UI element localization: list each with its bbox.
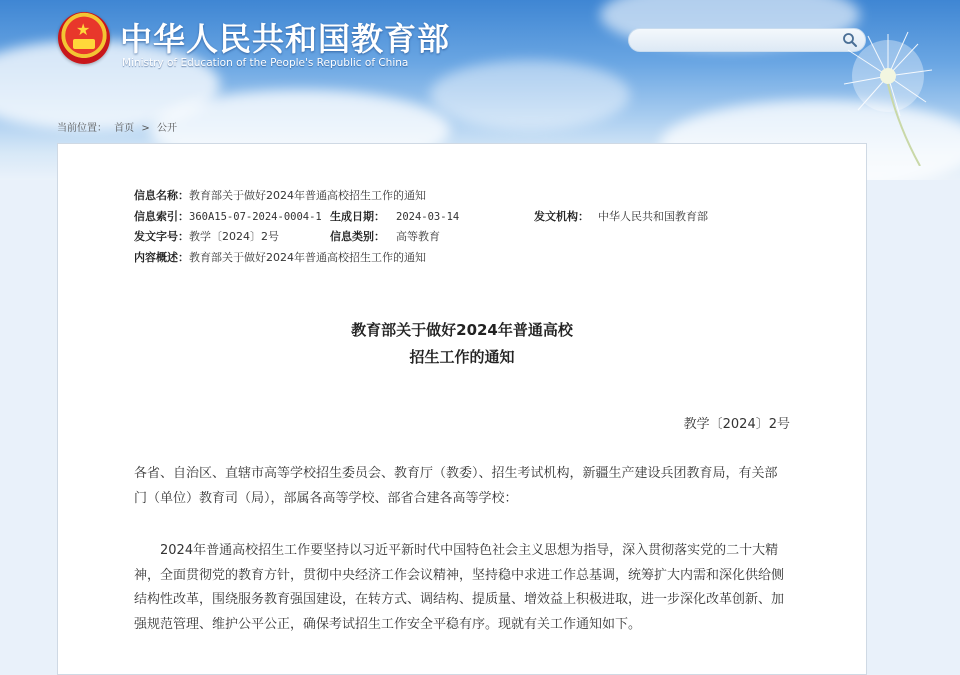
tiananmen-icon (73, 39, 95, 49)
meta-index-value: 360A15-07-2024-0004-1 (189, 210, 322, 223)
document-paragraph: 2024年普通高校招生工作要坚持以习近平新时代中国特色社会主义思想为指导，深入贯彻落实党的二十大精神，全面贯彻党的教育方针，贯彻中央经济工作会议精神，坚持稳中求进工作总基调，统筹扩大内需和深化供给侧结构性改革，围绕服务教育强国建设，在转方式、调结构、提质量、增效益上积极进取，进一步深化改革创新、加强规范管理、维护公平公正，确保考试招生工作安全平稳有序。现就有关工作通知如下。 (134, 543, 785, 632)
site-subtitle: Ministry of Education of the People's Republic of China (122, 57, 409, 69)
breadcrumb-separator: > (141, 123, 150, 134)
document-title (58, 317, 866, 371)
meta-category-value: 高等教育 (396, 230, 440, 243)
meta-date-value: 2024-03-14 (396, 210, 460, 223)
document-metadata (134, 186, 708, 268)
star-icon: ★ (76, 20, 91, 39)
breadcrumb-label: 当前位置： (57, 123, 107, 134)
meta-org-label: 发文机构： (534, 209, 589, 223)
content-panel (57, 143, 867, 675)
breadcrumb-home-link[interactable]: 首页 (114, 123, 135, 134)
meta-row-docno (134, 227, 440, 248)
breadcrumb (57, 119, 181, 134)
search-input[interactable] (641, 31, 845, 51)
document-title-line1: 教育部关于做好2024年普通高校 (351, 321, 573, 339)
meta-org-value: 中华人民共和国教育部 (598, 209, 708, 223)
document-title-line2: 招生工作的通知 (409, 348, 515, 366)
meta-index-label: 信息索引： (134, 209, 189, 223)
meta-row-index (134, 207, 708, 228)
meta-row-summary (134, 248, 426, 269)
cloud-decoration (430, 60, 630, 130)
document-recipients: 各省、自治区、直辖市高等学校招生委员会、教育厅（教委）、招生考试机构，新疆生产建设兵团教育局，有关部门（单位）教育司（局），部属各高等学校、部省合建各高等学校： (134, 466, 778, 506)
document-number: 教学〔2024〕2号 (683, 417, 790, 432)
meta-category-label: 信息类别： (330, 230, 385, 243)
national-emblem-logo[interactable] (58, 12, 110, 64)
meta-name-label: 信息名称： (134, 189, 189, 202)
site-title[interactable]: 中华人民共和国教育部 (120, 20, 451, 58)
meta-docno-label: 发文字号： (134, 230, 189, 243)
meta-docno-value: 教学〔2024〕2号 (189, 230, 279, 243)
meta-summary-label: 内容概述： (134, 250, 189, 264)
meta-date-label: 生成日期： (330, 209, 385, 223)
meta-row-name (134, 186, 426, 207)
meta-summary-value: 教育部关于做好2024年普通高校招生工作的通知 (189, 250, 426, 264)
breadcrumb-current-link[interactable]: 公开 (156, 123, 177, 134)
meta-name-value: 教育部关于做好2024年普通高校招生工作的通知 (189, 189, 426, 202)
